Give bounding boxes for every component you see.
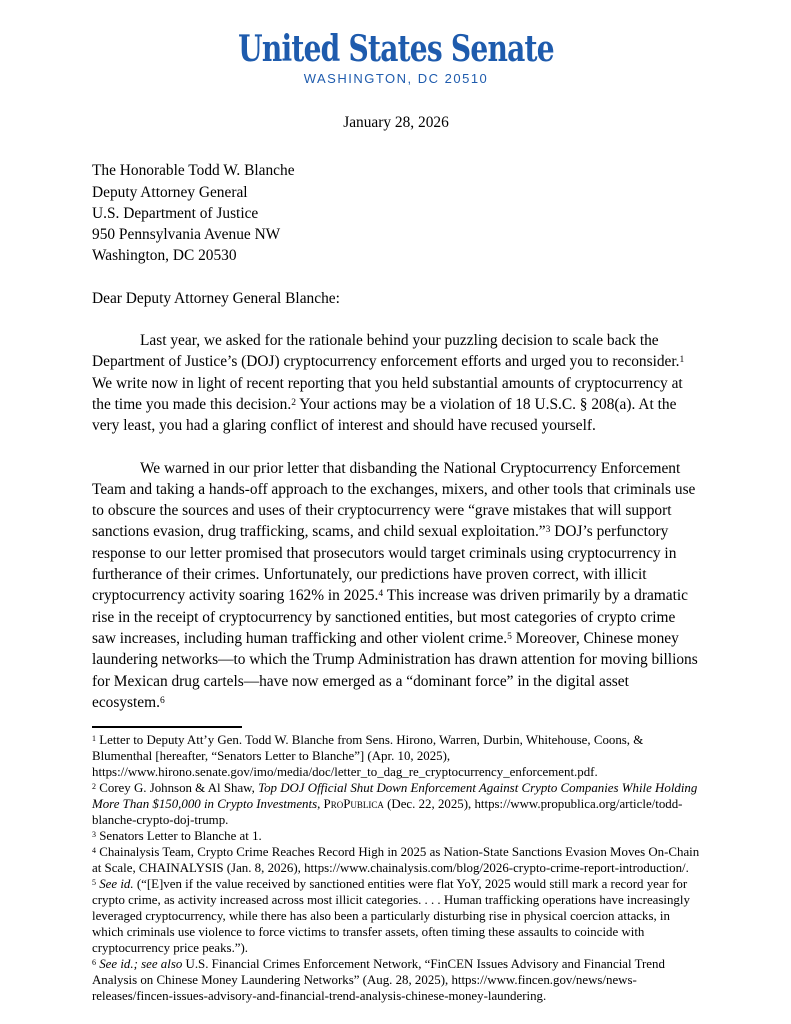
- footnote-2: $^2$ Corey G. Johnson & Al Shaw, Top DOJ Official Shut Down Enforcement Against Crypto Companies While Holding More Than $150,000 in Crypto Investments, ProPublica (Dec. 22, 2025), https://www.propublica.org/article/todd-blanche-crypto-doj-trump.: [92, 781, 698, 828]
- footnote-1: $^1$ Letter to Deputy Att’y Gen. Todd W. Blanche from Sens. Hirono, Warren, Durbin, Whitehouse, Coons, & Blumenthal [hereafter, “Senators Letter to Blanche”] (Apr. 10, 2025), https://www.hirono.senate.gov/imo/media/doc/letter_to_dag_re_cryptocurrency_enforcement.pdf.: [92, 733, 644, 780]
- letterhead: [92, 30, 700, 87]
- body-paragraph-1: Last year, we asked for the rationale behind your puzzling decision to scale back the Department of Justice’s (DOJ) cryptocurrency enforcement efforts and urged you to reconsider.$^1$ We write now in light of recent reporting that you held substantial amounts of cryptocurrency at the time you made this decision.$^2$ Your actions may be a violation of 18 U.S.C. § 208(a). At the very least, you had a glaring conflict of interest and should have recused yourself.: [92, 332, 685, 435]
- letterhead-subtitle: WASHINGTON, DC 20510: [303, 71, 489, 86]
- footnote-3: $^3$ Senators Letter to Blanche at 1.: [92, 829, 262, 844]
- letterhead-title: United States Senate: [238, 28, 554, 70]
- recipient-line-street: 950 Pennsylvania Avenue NW: [92, 226, 281, 244]
- letter-date: January 28, 2026: [343, 114, 449, 131]
- recipient-line-title: Deputy Attorney General: [92, 183, 248, 201]
- salutation: Dear Deputy Attorney General Blanche:: [92, 289, 340, 307]
- footnote-separator: [92, 726, 242, 728]
- footnote-4: $^4$ Chainalysis Team, Crypto Crime Reaches Record High in 2025 as Nation-State Sanctions Evasion Moves On-Chain at Scale, CHAINALYSIS (Jan. 8, 2026), https://www.chainalysis.com/blog/2026-crypto-crime-report-introduction/.: [92, 845, 700, 876]
- footnote-5: $^5$ See id. (“[E]ven if the value received by sanctioned entities were flat YoY, 2025 would still mark a record year for crypto crime, as activity increased across most illicit categories. . . . Human trafficking operations have increasingly leveraged cryptocurrency, while there has also been a particularly disturbing rise in physical coercion attacks, in which criminals use violence to force victims to transfer assets, often timing these assaults to coincide with cryptocurrency price peaks.”).: [92, 877, 690, 956]
- footnote-6: $^6$ See id.; see also U.S. Financial Crimes Enforcement Network, “FinCEN Issues Advisory and Financial Trend Analysis on Chinese Money Laundering Networks” (Aug. 28, 2025), https://www.fincen.gov/news/news-releases/fincen-issues-advisory-and-financial-trend-analysis-chinese-money-laundering.: [92, 957, 665, 1004]
- recipient-line-org: U.S. Department of Justice: [92, 204, 259, 222]
- footnotes: [92, 732, 700, 1004]
- recipient-line-city: Washington, DC 20530: [92, 247, 237, 265]
- recipient-address: [92, 160, 700, 266]
- recipient-line-name: The Honorable Todd W. Blanche: [92, 162, 295, 180]
- body-paragraph-2: We warned in our prior letter that disbanding the National Cryptocurrency Enforcement Team and taking a hands-off approach to the exchanges, mixers, and other tools that criminals use to obscure the sources and uses of their cryptocurrency were “grave mistakes that will support sanctions evasion, drug trafficking, scams, and child sexual exploitation.”$^3$ DOJ’s perfunctory response to our letter promised that prosecutors would target criminals using cryptocurrency in furtherance of their crimes. Unfortunately, our predictions have proven correct, with illicit cryptocurrency activity soaring 162% in 2025.$^4$ This increase was driven primarily by a dramatic rise in the receipt of cryptocurrency by sanctioned entities, but most categories of crypto crime saw increases, including human trafficking and other violent crime.$^5$ Moreover, Chinese money laundering networks—to which the Trump Administration has drawn attention for moving billions for Mexican drug cartels—have now emerged as a “dominant force” in the digital asset ecosystem.$^6$: [92, 459, 698, 711]
